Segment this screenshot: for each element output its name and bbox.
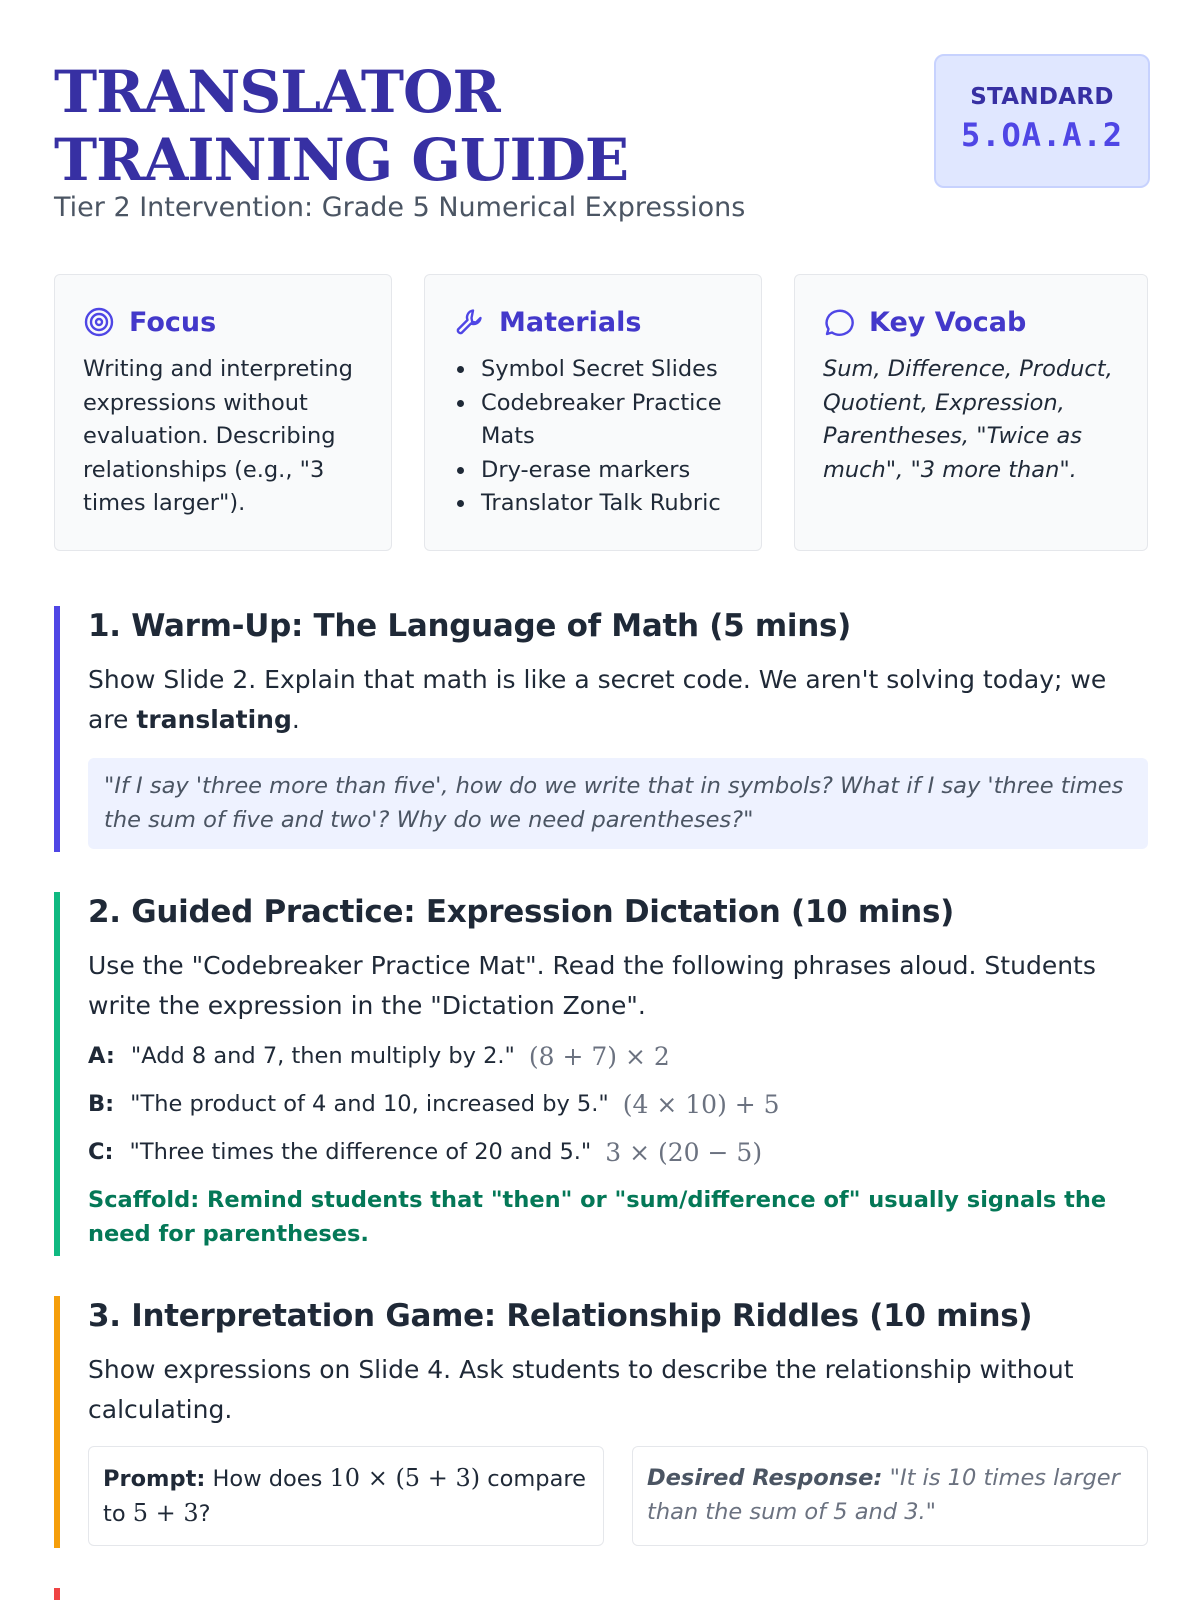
section-warmup bbox=[54, 606, 1148, 852]
list-item: B: "The product of 4 and 10, increased by 5." (4 × 10) + 5 bbox=[88, 1089, 780, 1119]
standard-code: 5.OA.A.2 bbox=[960, 116, 1124, 154]
focus-text: Writing and interpreting expressions without evaluation. Describing relationships (e.g., "3 times larger"). bbox=[83, 356, 353, 516]
standard-badge bbox=[934, 54, 1150, 188]
section-title: 3. Interpretation Game: Relationship Riddles (10 mins) bbox=[88, 1298, 1033, 1334]
focus-card bbox=[54, 274, 392, 551]
vocab-card bbox=[794, 274, 1148, 551]
speech-bubble-icon bbox=[823, 306, 855, 338]
list-item: • Dry-erase markers bbox=[477, 454, 735, 488]
materials-list bbox=[453, 353, 735, 521]
list-item: • Symbol Secret Slides bbox=[477, 353, 735, 387]
expression: (4 × 10) + 5 bbox=[622, 1089, 780, 1119]
expression: 3 × (20 − 5) bbox=[605, 1137, 763, 1167]
vocab-title: Key Vocab bbox=[869, 306, 1027, 338]
expression: (8 + 7) × 2 bbox=[528, 1041, 670, 1071]
dictation-items bbox=[88, 1032, 1148, 1176]
section-accent-bar bbox=[54, 606, 60, 852]
list-item: • Translator Talk Rubric bbox=[477, 487, 735, 521]
section-text: Show Slide 2. Explain that math is like a secret code. We aren't solving today; we are translating. bbox=[88, 665, 1107, 734]
section-guided-practice bbox=[54, 892, 1148, 1256]
scaffold-note: Scaffold: Remind students that "then" or "sum/difference of" usually signals the need for parentheses. bbox=[88, 1187, 1107, 1247]
page-subtitle: Tier 2 Intervention: Grade 5 Numerical Expressions bbox=[54, 192, 746, 223]
riddle-boxes bbox=[88, 1446, 1148, 1546]
teacher-quote: "If I say 'three more than five', how do we write that in symbols? What if I say 'three times the sum of five and two'? Why do we need parentheses?" bbox=[88, 758, 1148, 849]
focus-title: Focus bbox=[129, 306, 217, 338]
vocab-text: Sum, Difference, Product, Quotient, Expression, Parentheses, "Twice as much", "3 more than". bbox=[823, 356, 1113, 483]
section-text: Use the "Codebreaker Practice Mat". Read the following phrases aloud. Students write the expression in the "Dictation Zone". bbox=[88, 951, 1096, 1020]
section-accent-bar bbox=[54, 892, 60, 1256]
materials-card bbox=[424, 274, 762, 551]
section-accent-bar bbox=[54, 1296, 60, 1548]
list-item: • Codebreaker Practice Mats bbox=[477, 387, 735, 454]
section-interpretation bbox=[54, 1296, 1148, 1548]
section-accent-bar bbox=[54, 1588, 60, 1600]
list-item: C: "Three times the difference of 20 and 5." 3 × (20 − 5) bbox=[88, 1137, 763, 1167]
materials-title: Materials bbox=[499, 306, 642, 338]
lesson-guide-page bbox=[54, 0, 1148, 1600]
standard-label: STANDARD bbox=[970, 84, 1114, 110]
page-title: TRANSLATOR TRAINING GUIDE bbox=[54, 58, 629, 194]
section-text: Show expressions on Slide 4. Ask students to describe the relationship without calculating. bbox=[88, 1355, 1074, 1424]
wrench-icon bbox=[453, 306, 485, 338]
section-next bbox=[54, 1588, 1148, 1600]
prompt-box: Prompt: How does 10 × (5 + 3) compare to 5 + 3? bbox=[88, 1446, 604, 1546]
section-title: 1. Warm-Up: The Language of Math (5 mins) bbox=[88, 608, 851, 644]
section-title: 2. Guided Practice: Expression Dictation (10 mins) bbox=[88, 894, 954, 930]
list-item: A: "Add 8 and 7, then multiply by 2." (8 + 7) × 2 bbox=[88, 1041, 670, 1071]
info-cards bbox=[54, 274, 1148, 551]
target-icon bbox=[83, 306, 115, 338]
response-box: Desired Response: "It is 10 times larger than the sum of 5 and 3." bbox=[632, 1446, 1148, 1546]
